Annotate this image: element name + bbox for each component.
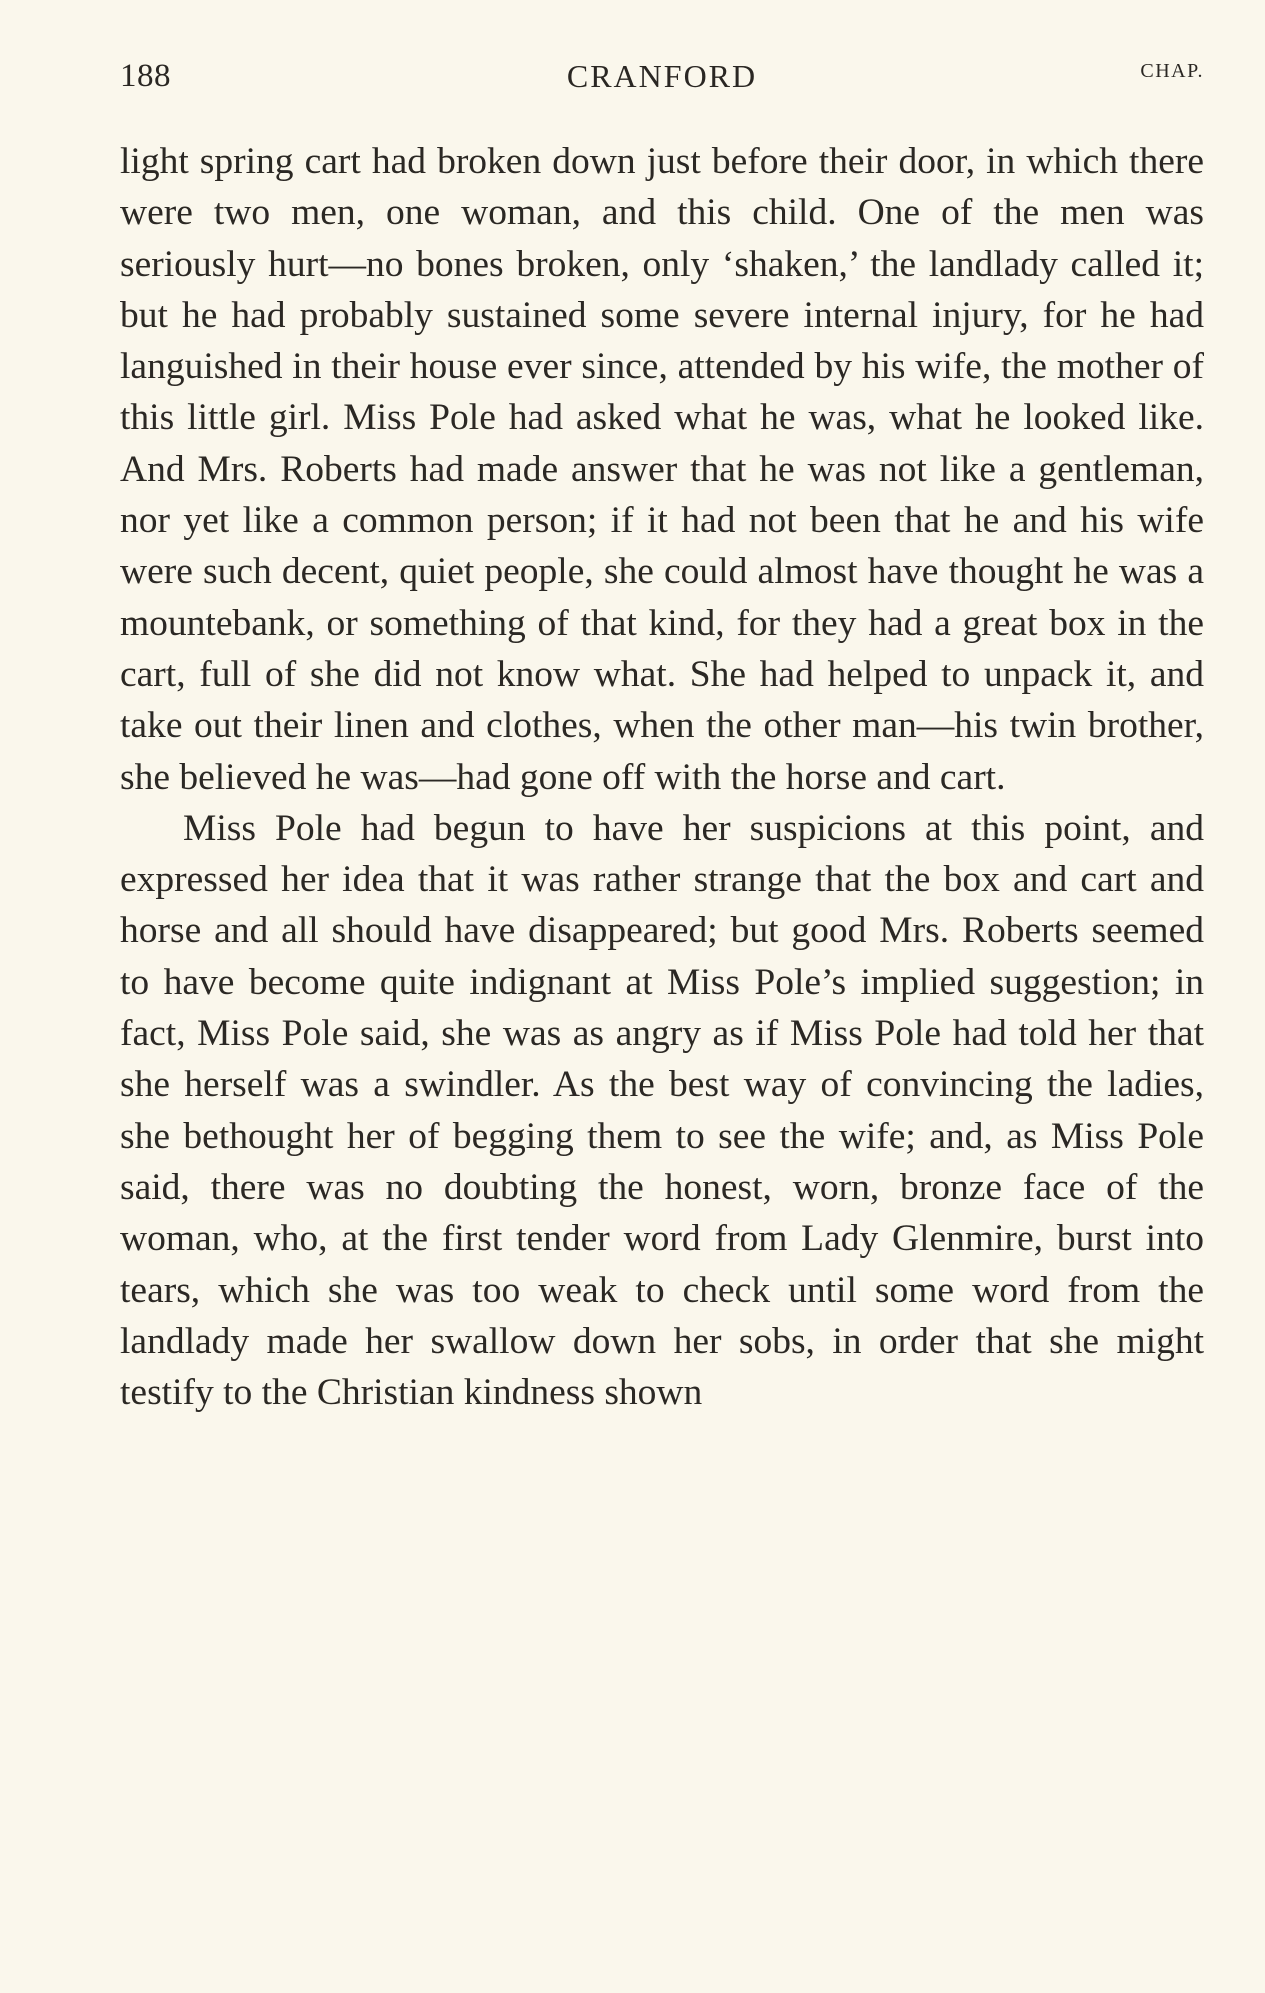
running-head: [120, 58, 1204, 102]
paragraph-continued: light spring cart had broken down just before their door, in which there were two men, one woman, and this child. One of the men was seriously hurt—no bones broken, only ‘shaken,’ the landlady called it; but he had probably sustained some severe internal injury, for he had languished in their house ever since, attended by his wife, the mother of this little girl. Miss Pole had asked what he was, what he looked like. And Mrs. Roberts had made answer that he was not like a gentleman, nor yet like a common person; if it had not been that he and his wife were such decent, quiet people, she could almost have thought he was a mountebank, or something of that kind, for they had a great box in the cart, full of she did not know what. She had helped to unpack it, and take out their linen and clothes, when the other man—his twin brother, she believed he was—had gone off with the horse and cart.: [120, 141, 1204, 798]
body-text: [120, 136, 1204, 1418]
paragraph: Miss Pole had begun to have her suspicions at this point, and expressed her idea that it was rather strange that the box and cart and horse and all should have disappeared; but good Mrs. Roberts seemed to have become quite indignant at Miss Pole’s implied suggestion; in fact, Miss Pole said, she was as angry as if Miss Pole had told her that she herself was a swindler. As the best way of convincing the ladies, she bethought her of begging them to see the wife; and, as Miss Pole said, there was no doubting the honest, worn, bronze face of the woman, who, at the first tender word from Lady Glenmire, burst into tears, which she was too weak to check until some word from the landlady made her swallow down her sobs, in order that she might testify to the Christian kindness shown: [120, 807, 1204, 1414]
chapter-mark: CHAP.: [1140, 60, 1204, 82]
page-number: 188: [120, 58, 171, 94]
book-title: CRANFORD: [566, 58, 758, 94]
